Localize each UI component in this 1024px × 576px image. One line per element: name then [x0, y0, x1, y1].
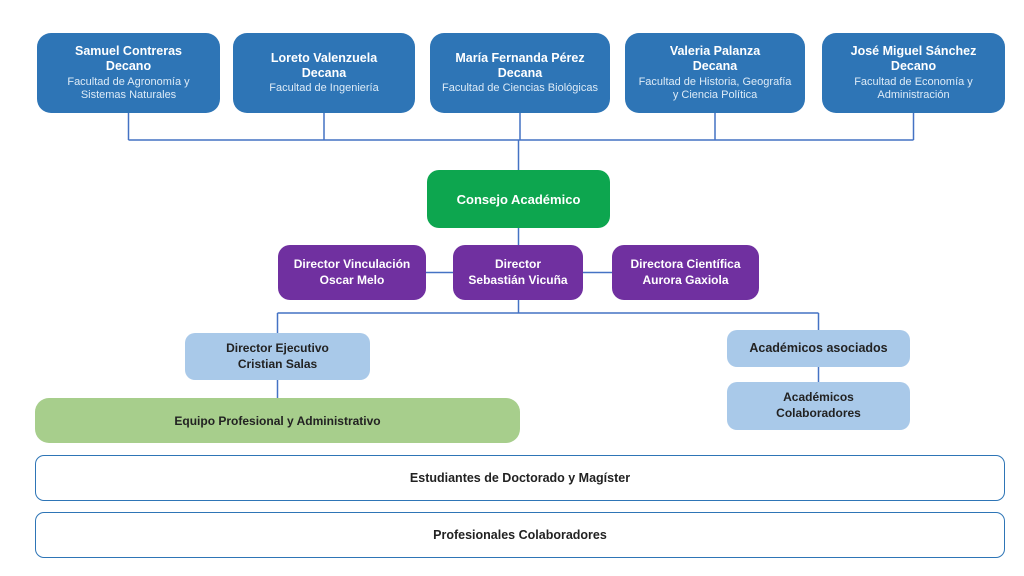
dean-box-historia-geografia — [625, 33, 805, 113]
dean-role: Decana — [497, 65, 543, 80]
collaborating-professionals-box — [35, 512, 1005, 558]
director-title: Director — [494, 256, 541, 271]
dean-role: Decano — [890, 59, 937, 74]
director-title: Director Vinculación — [293, 256, 411, 271]
associated-academics-box — [727, 330, 910, 367]
dean-role: Decano — [105, 59, 152, 74]
dean-name: Valeria Palanza — [669, 44, 761, 59]
collaborating-academics-label: Académicos Colaboradores — [776, 390, 861, 420]
dean-name: María Fernanda Pérez — [455, 50, 585, 65]
director-box-vinculacion — [278, 245, 426, 300]
executive-name: Cristian Salas — [237, 356, 318, 371]
director-box-cientifica — [612, 245, 759, 300]
dean-box-ingenieria — [233, 33, 415, 113]
dean-name: Samuel Contreras — [75, 44, 182, 59]
director-name: Sebastián Vicuña — [468, 272, 568, 287]
dean-box-economia — [822, 33, 1005, 113]
dean-name: Loreto Valenzuela — [270, 50, 378, 65]
director-name: Oscar Melo — [319, 272, 385, 287]
executive-title: Director Ejecutivo — [226, 340, 329, 355]
dean-faculty: Facultad de Ingeniería — [269, 82, 379, 95]
dean-box-ciencias-biologicas — [430, 33, 610, 113]
collaborating-academics-box — [727, 382, 910, 430]
director-box-principal — [453, 245, 583, 300]
executive-director-box — [185, 333, 370, 380]
dean-faculty: Facultad de Ciencias Biológicas — [442, 82, 598, 95]
director-lower-bus — [278, 300, 819, 334]
dean-faculty: Facultad de Historia, Geografía y Ciencia Política — [638, 75, 792, 101]
council-box — [427, 170, 610, 228]
admin-team-label: Equipo Profesional y Administrativo — [174, 413, 381, 428]
collaborating-professionals-label: Profesionales Colaboradores — [433, 528, 607, 542]
dean-name: José Miguel Sánchez — [850, 44, 977, 59]
director-name: Aurora Gaxiola — [642, 272, 729, 287]
dean-box-agronomia — [37, 33, 220, 113]
dean-drop-lines — [129, 112, 914, 140]
dean-role: Decana — [301, 65, 347, 80]
dean-faculty: Facultad de Economía y Administración — [854, 75, 973, 101]
students-box — [35, 455, 1005, 501]
students-label: Estudiantes de Doctorado y Magíster — [409, 471, 631, 485]
dean-role: Decana — [692, 59, 738, 74]
admin-team-box — [35, 398, 520, 443]
associated-academics-label: Académicos asociados — [749, 341, 888, 356]
dean-faculty: Facultad de Agronomía y Sistemas Naturales — [67, 75, 190, 101]
council-label: Consejo Académico — [456, 191, 581, 207]
director-title: Directora Científica — [630, 256, 741, 271]
